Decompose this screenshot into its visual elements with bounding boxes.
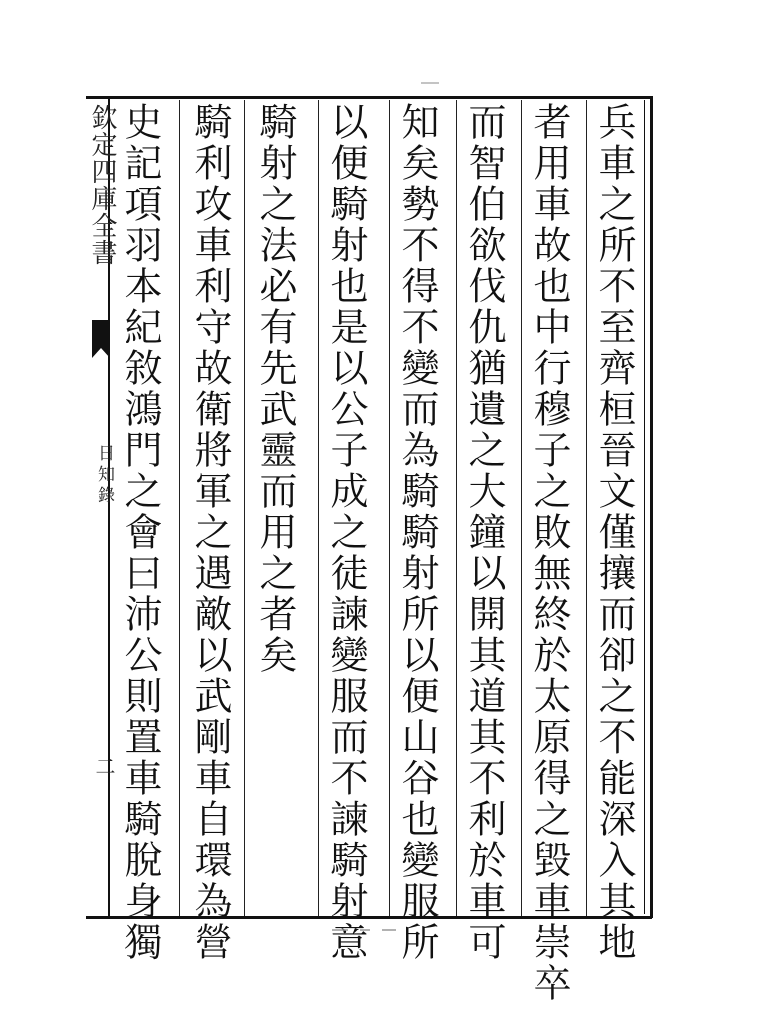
text-column: 騎射之法必有先武靈而用之者矣 [253, 102, 297, 676]
fishtail-mark [90, 318, 112, 360]
scan-speck [330, 926, 400, 934]
column-rule [179, 100, 180, 916]
column-rule [244, 100, 245, 916]
column-rule [318, 100, 319, 916]
frame-right-inner-border [644, 100, 645, 914]
column-rule [586, 100, 587, 916]
frame-right-border [650, 96, 653, 918]
column-rule [389, 100, 390, 916]
text-column: 史記項羽本紀敘鴻門之會曰沛公則置車騎脫身獨 [118, 102, 162, 963]
column-rule [521, 100, 522, 916]
text-column: 以便騎射也是以公子成之徒諫變服而不諫騎射意 [324, 102, 368, 963]
margin-book-title: 日知錄 [94, 444, 114, 507]
text-column: 知矣勢不得不變而為騎騎射所以便山谷也變服所 [395, 102, 439, 963]
margin-title: 欽定四庫全書 [87, 104, 117, 266]
column-rule [456, 100, 457, 916]
scan-speck [420, 80, 440, 86]
frame-top-border [86, 96, 652, 99]
text-column: 騎利攻車利守故衛將軍之遇敵以武剛車自環為營 [188, 102, 232, 963]
text-column: 者用車故也中行穆子之敗無終於太原得之毀車崇卒 [527, 102, 571, 1004]
text-column: 而智伯欲伐仇猶遺之大鐘以開其道其不利於車可 [462, 102, 506, 963]
text-column: 兵車之所不至齊桓晉文僅攘而卻之不能深入其地 [592, 102, 636, 963]
margin-page-number: 二 [92, 756, 116, 776]
